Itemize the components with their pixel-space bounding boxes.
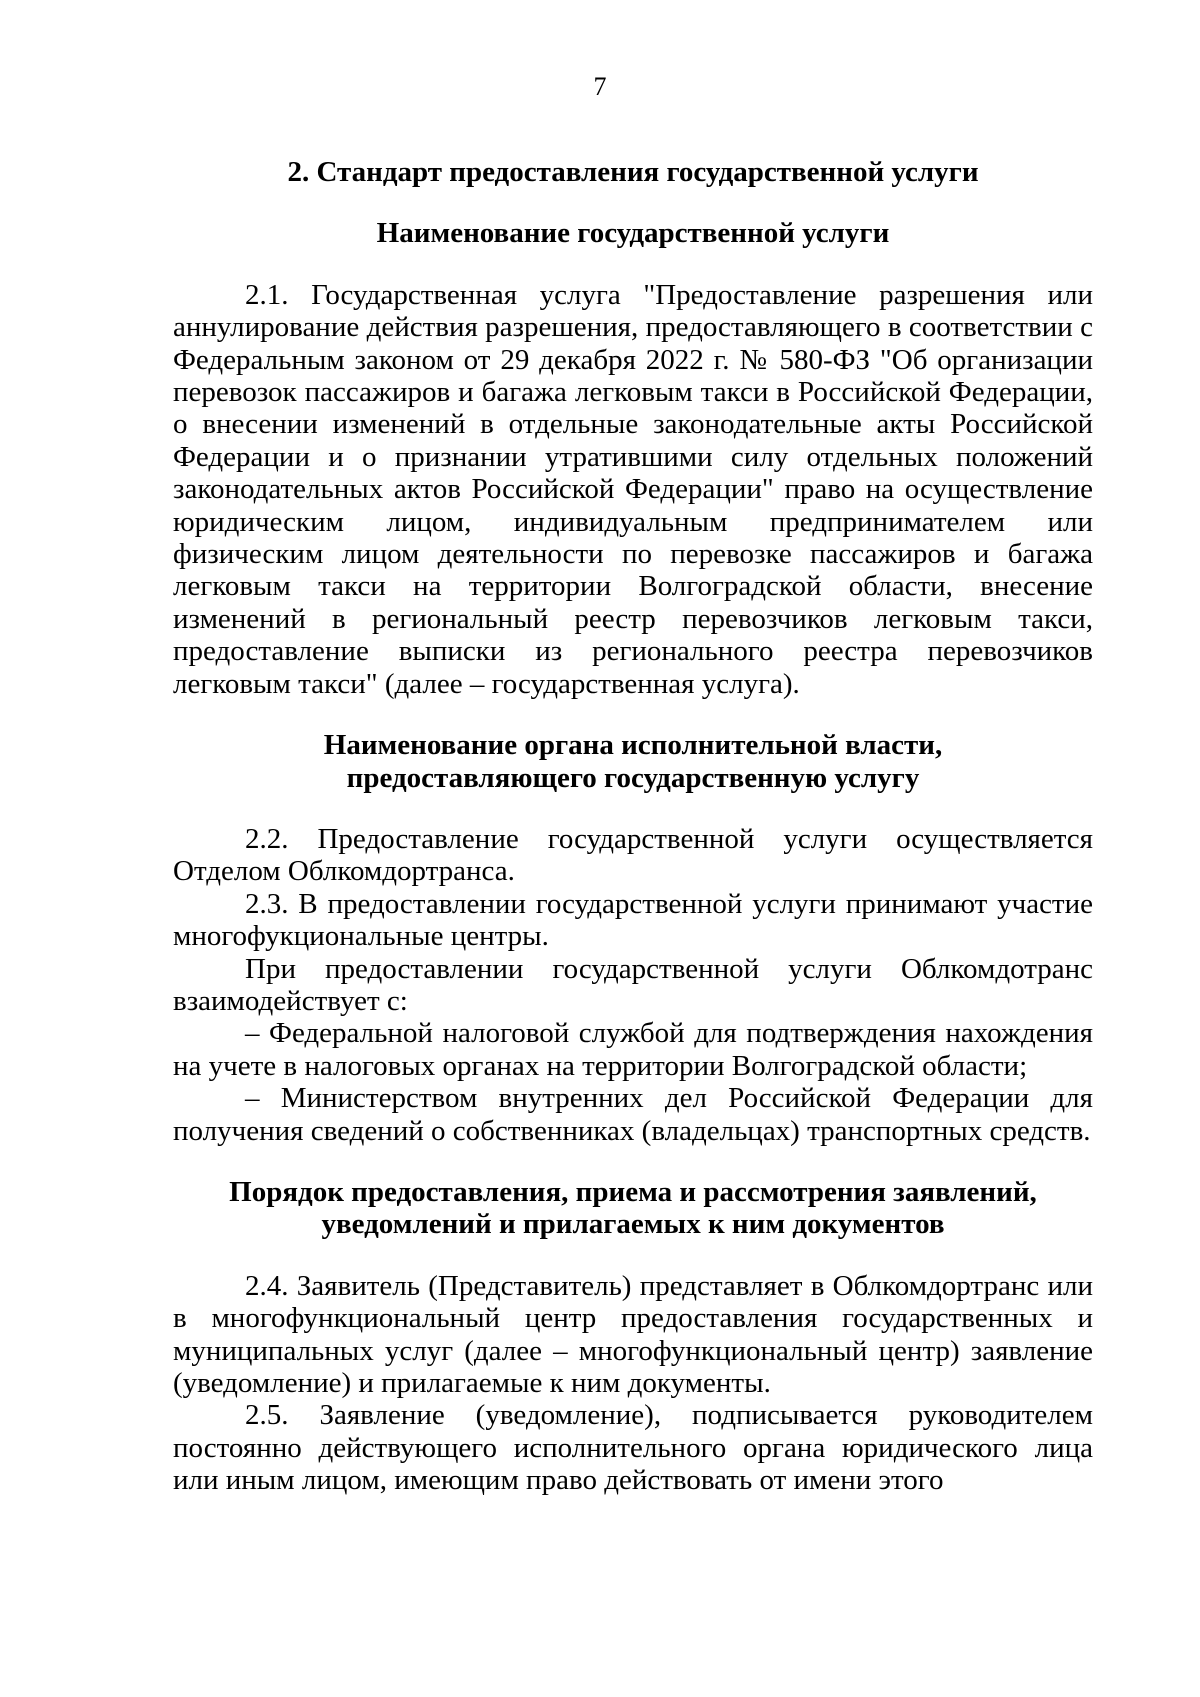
document-body (173, 156, 1093, 1497)
paragraph-2-2: 2.2. Предоставление государственной услуги осуществляется Отделом Облкомдортранса. (173, 822, 1093, 888)
paragraph-mvd: – Министерством внутренних дел Российской Федерации для получения сведений о собственниках (владельцах) транспортных средств. (173, 1082, 1093, 1147)
section-heading-procedure-line2: уведомлений и прилагаемых к ним документов (321, 1208, 945, 1241)
paragraph-2-5: 2.5. Заявление (уведомление), подписывается руководителем постоянно действующего исполнительного органа юридического лица или иным лицом, имеющим право действовать от имени этого (173, 1399, 1093, 1497)
paragraph-2-3: 2.3. В предоставлении государственной услуги принимают участие многофукциональные центры. (173, 887, 1093, 953)
paragraph-2-4: 2.4. Заявитель (Представитель) представляет в Облкомдортранс или в многофункциональный центр предоставления государственных и муниципальных услуг (далее – многофункциональный центр) заявление (уведомление) и прилагаемые к ним документы. (173, 1269, 1093, 1399)
section-heading-procedure (173, 1176, 1093, 1241)
section-heading-service-name: Наименование государственной услуги (376, 217, 890, 250)
main-title: 2. Стандарт предоставления государственной услуги (287, 156, 979, 188)
page-number: 7 (593, 72, 607, 101)
paragraph-2-1: 2.1. Государственная услуга "Предоставление разрешения или аннулирование действия разрешения, предоставляющего в соответствии с Федеральным законом от 29 декабря 2022 г. № 580-ФЗ "Об организации перевозок пассажиров и багажа легковым такси в Российской Федерации, о внесении изменений в отдельные законодательные акты Российской Федерации и о признании утратившими силу отдельных положений законодательных актов Российской Федерации" право на осуществление юридическим лицом, индивидуальным предпринимателем или физическим лицом деятельности по перевозке пассажиров и багажа легковым такси на территории Волгоградской области, внесение изменений в региональный реестр перевозчиков легковым такси, предоставление выписки из регионального реестра перевозчиков легковым такси" (далее – государственная услуга). (173, 278, 1093, 700)
section-heading-authority-line1: Наименование органа исполнительной власти, (323, 729, 943, 762)
section-heading-procedure-line1: Порядок предоставления, приема и рассмотрения заявлений, (229, 1175, 1037, 1208)
paragraph-fns: – Федеральной налоговой службой для подтверждения нахождения на учете в налоговых органах на территории Волгоградской области; (173, 1017, 1093, 1082)
section-heading-authority-line2: предоставляющего государственную услугу (346, 761, 920, 794)
paragraph-interaction: При предоставлении государственной услуги Облкомдотранс взаимодействует с: (173, 952, 1093, 1017)
section-heading-authority (173, 729, 1093, 794)
